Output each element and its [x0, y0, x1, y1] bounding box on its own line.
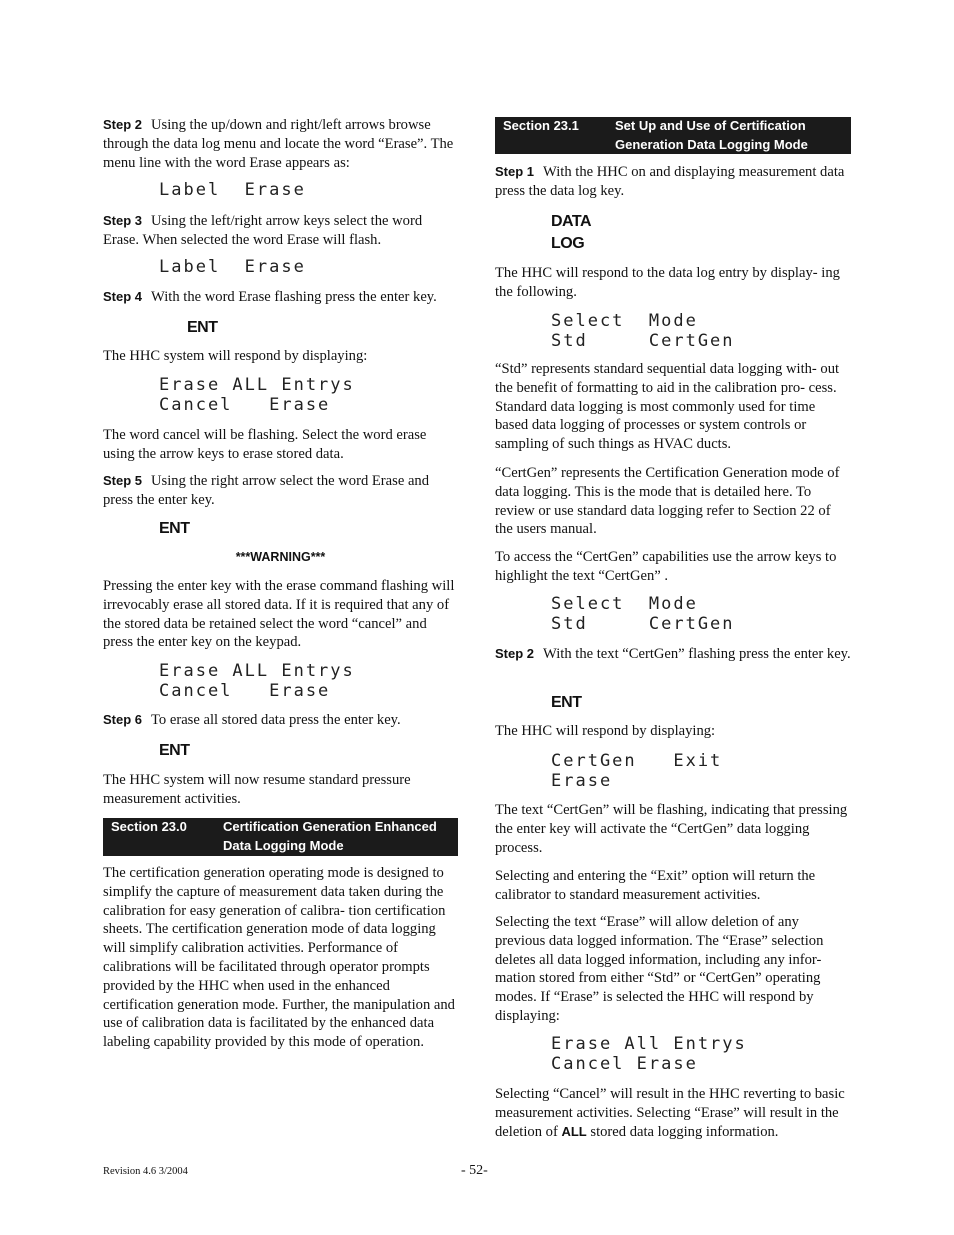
cancel-paragraph: The word cancel will be flashing. Select the word erase using the arrow keys to erase stored data. [103, 427, 427, 462]
step-5-paragraph [103, 472, 458, 510]
respond-paragraph: The HHC will respond to the data log entry by display- ing the following. [495, 265, 840, 300]
enter-key-label: ENT [159, 742, 190, 759]
lcd-line-1: Select Mode [551, 594, 698, 614]
flashing-paragraph: The text “CertGen” will be flashing, indicating that pressing the enter key will activate the “CertGen” data logging process. [495, 802, 848, 856]
data-log-key-label [551, 211, 851, 255]
step-1-paragraph [495, 163, 851, 201]
cancel-text-after: stored data logging information. [586, 1123, 779, 1140]
section-23-0-header [103, 818, 458, 856]
lcd-display [551, 1034, 851, 1074]
section-title: Set Up and Use of Certification Generation Data Logging Mode [615, 118, 808, 152]
lcd-line-1: Erase ALL Entrys [159, 375, 355, 395]
cancel-text-before: Selecting “Cancel” will result in the HHC reverting to basic measurement activities. Selecting “Erase” will result in the deletion of [495, 1086, 845, 1140]
step-text: Using the up/down and right/left arrows browse through the data log menu and locate the word “Erase”. The menu line with the word Erase appears as: [103, 117, 454, 171]
exit-paragraph: Selecting and entering the “Exit” option will return the calibrator to standard measurement activities. [495, 868, 816, 903]
warning-paragraph: Pressing the enter key with the erase command flashing will irrevocably erase all stored data. If it is required that any of the stored data be retained select the word “cancel” and press the enter key on the keypad. [103, 578, 455, 651]
lcd-display [159, 375, 458, 415]
lcd-line-1: Erase All Entrys [551, 1034, 747, 1054]
step-text: With the text “CertGen” flashing press the enter key. [543, 646, 851, 662]
step-text: Using the right arrow select the word Erase and press the enter key. [103, 473, 430, 508]
step-2-paragraph [103, 116, 458, 172]
access-paragraph: To access the “CertGen” capabilities use the arrow keys to highlight the text “CertGen” . [495, 549, 837, 584]
enter-key-label: ENT [187, 319, 218, 336]
certification-paragraph: The certification generation operating mode is designed to simplify the capture of measurement data taken during the calibration for easy generation of calibra- tion certification sheets. The certification generation mode of data logging will simplify calibration activities. Performance of calibrations will be facilitated through operator prompts provided by the HHC when used in the enhanced certification generation mode. Further, the manipulation and use of calibration data is facilitated by the enhanced data labeling capability provided by this mode of operation. [103, 865, 455, 1051]
step-6-paragraph [103, 711, 458, 730]
lcd-line-1: CertGen Exit [551, 751, 723, 771]
lcd-line-2: Std CertGen [551, 331, 735, 351]
cancel-paragraph [495, 1085, 851, 1141]
lcd-line-2: Std CertGen [551, 614, 735, 634]
lcd-line-2: Cancel Erase [551, 1054, 698, 1074]
step-label: Step 2 [103, 117, 143, 132]
step-text: To erase all stored data press the enter key. [151, 712, 401, 728]
respond-paragraph-2: The HHC will respond by displaying: [495, 723, 716, 739]
section-number: Section 23.1 [503, 118, 579, 133]
step-2-paragraph [495, 645, 851, 664]
data-key-line-1: DATA [551, 213, 592, 230]
lcd-line-2: Cancel Erase [159, 395, 331, 415]
step-label: Step 5 [103, 473, 143, 488]
cancel-text-bold: ALL [561, 1123, 587, 1139]
step-label: Step 3 [103, 213, 143, 228]
step-text: With the HHC on and displaying measurement data press the data log key. [495, 164, 845, 199]
lcd-display [159, 180, 458, 200]
lcd-line-1: Erase ALL Entrys [159, 661, 355, 681]
section-title: Certification Generation Enhanced Data Logging Mode [223, 819, 437, 853]
respond-paragraph: The HHC system will respond by displaying: [103, 348, 368, 364]
lcd-line-1: Select Mode [551, 311, 698, 331]
step-text: Using the left/right arrow keys select the word Erase. When selected the word Erase will flash. [103, 213, 423, 248]
lcd-line: Label Erase [159, 180, 306, 200]
revision-label: Revision 4.6 3/2004 [103, 1166, 188, 1177]
lcd-display [159, 661, 458, 701]
step-label: Step 1 [495, 164, 535, 179]
lcd-display [551, 594, 851, 634]
lcd-line: Label Erase [159, 257, 306, 277]
lcd-display [159, 257, 458, 277]
step-3-paragraph [103, 212, 458, 250]
step-label: Step 6 [103, 712, 143, 727]
warning-heading: ***WARNING*** [235, 550, 326, 564]
step-label: Step 4 [103, 289, 143, 304]
erase-paragraph: Selecting the text “Erase” will allow deletion of any previous data logged information. The “Erase” selection deletes all data logged information, including any infor- mation stored from either “Std” or “CertGen” operating modes. If “Erase” is selected the HHC will respond by displaying: [495, 914, 824, 1024]
step-text: With the word Erase flashing press the enter key. [151, 289, 437, 305]
section-number: Section 23.0 [111, 819, 187, 834]
page-number: - 52- [461, 1163, 488, 1178]
enter-key-label: ENT [551, 694, 582, 711]
lcd-display [551, 751, 851, 791]
step-label: Step 2 [495, 646, 535, 661]
lcd-line-2: Cancel Erase [159, 681, 331, 701]
std-paragraph: “Std” represents standard sequential data logging with- out the benefit of formatting to aid in the calibration pro- cess. Standard data logging is most commonly used for time based data logging of processes or system controls or sampling of such things as HVAC ducts. [495, 361, 840, 453]
resume-paragraph: The HHC system will now resume standard pressure measurement activities. [103, 772, 411, 807]
lcd-line-2: Erase [551, 771, 613, 791]
certgen-paragraph: “CertGen” represents the Certification Generation mode of data logging. This is the mode that is detailed here. To review or use standard data logging refer to Section 22 of the users manual. [495, 465, 840, 538]
section-23-1-header [495, 117, 851, 154]
lcd-display [551, 311, 851, 351]
step-4-paragraph [103, 288, 458, 307]
enter-key-label: ENT [159, 520, 190, 537]
data-key-line-2: LOG [551, 235, 585, 252]
